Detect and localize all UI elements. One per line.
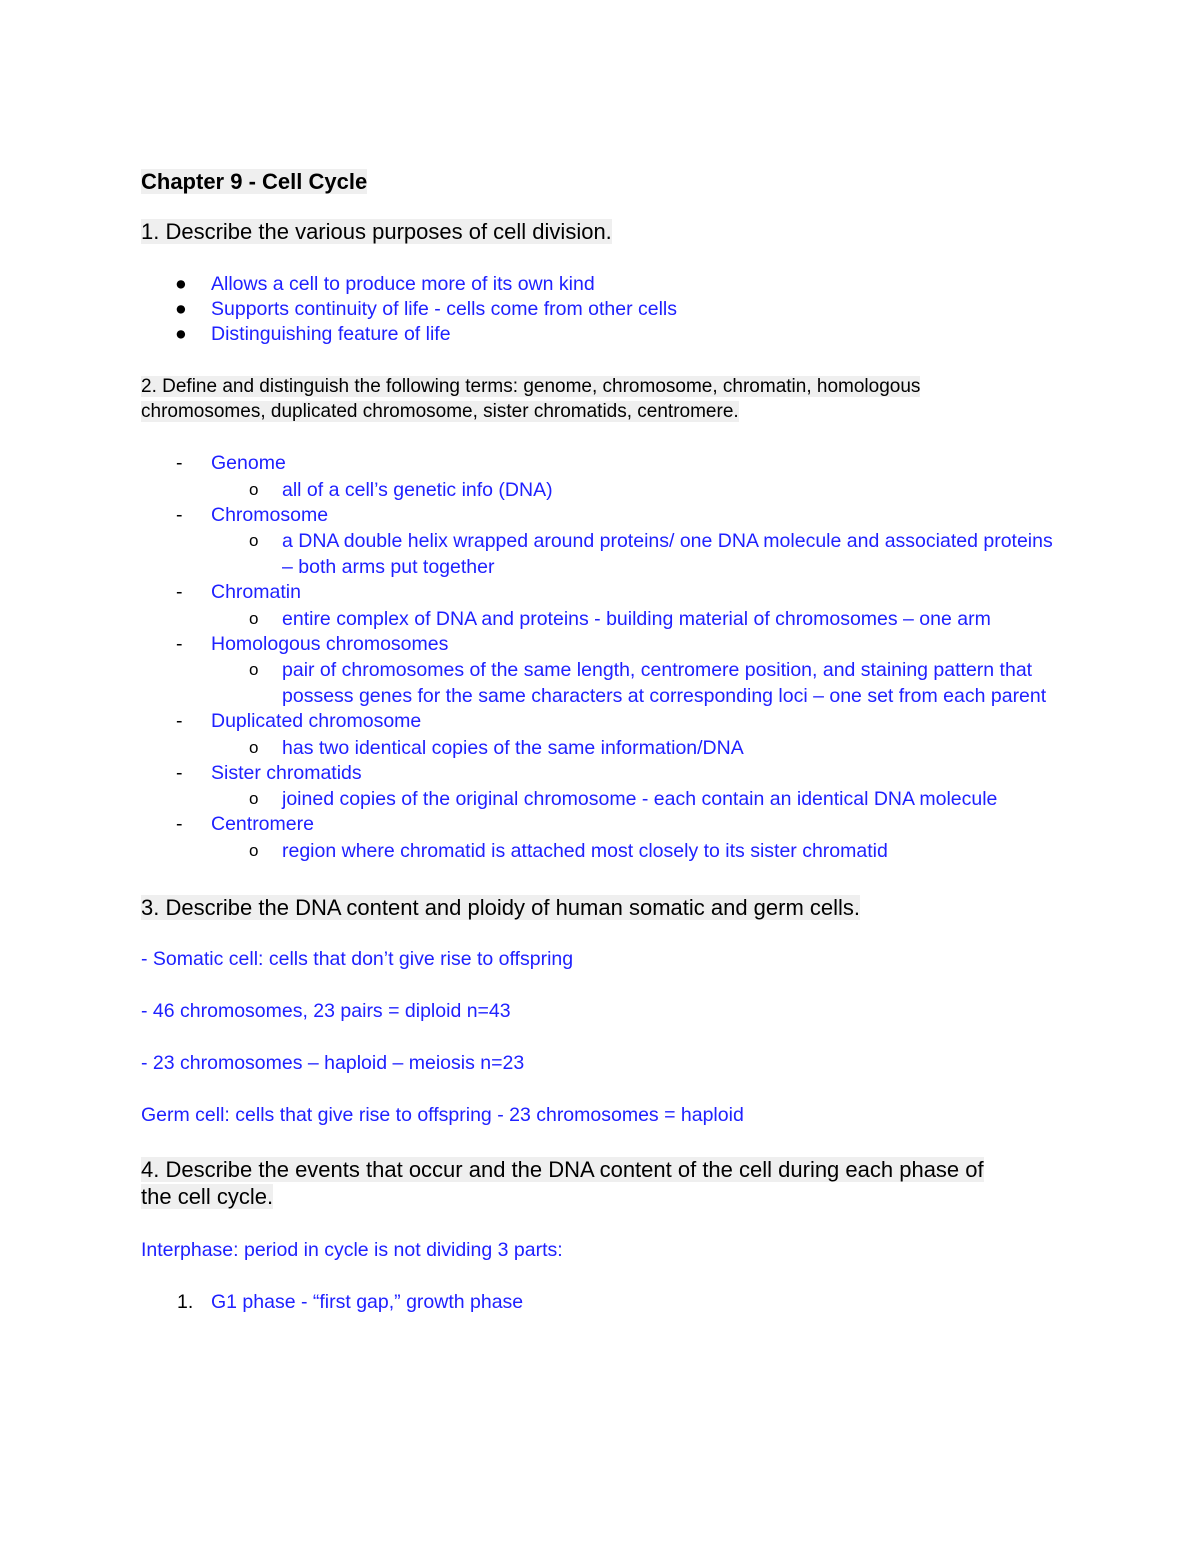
term-item	[141, 580, 1061, 632]
circle-bullet-icon: o	[249, 479, 259, 499]
list-number: 1.	[177, 1290, 194, 1313]
term-label: Centromere	[211, 813, 314, 835]
bullet-icon: ●	[175, 323, 187, 345]
term-label: Chromosome	[211, 503, 329, 526]
dash-marker: -	[176, 581, 183, 603]
q3-answer-diploid: - 46 chromosomes, 23 pairs = diploid n=43	[141, 999, 511, 1022]
dash-marker: -	[176, 710, 183, 732]
dash-marker: -	[176, 632, 183, 655]
chapter-title: Chapter 9 - Cell Cycle	[141, 169, 368, 194]
term-item	[141, 503, 1061, 581]
list-item: ● Allows a cell to produce more of its own kind	[175, 273, 595, 295]
term-label: Chromatin	[211, 581, 301, 603]
list-item: ● Distinguishing feature of life	[175, 323, 451, 345]
circle-bullet-icon: o	[249, 789, 259, 808]
definition-item: o joined copies of the original chromosome - each contain an identical DNA molecule	[249, 788, 998, 810]
q3-answer-haploid: - 23 chromosomes – haploid – meiosis n=23	[141, 1051, 525, 1074]
circle-bullet-icon: o	[249, 660, 259, 679]
bullet-icon: ●	[175, 273, 187, 295]
q2-terms-list	[141, 451, 1061, 864]
circle-bullet-icon: o	[249, 531, 259, 550]
interphase-text: Interphase: period in cycle is not dividing 3 parts:	[141, 1238, 563, 1261]
definition-item: o region where chromatid is attached most closely to its sister chromatid	[249, 839, 888, 862]
term-item	[141, 451, 1061, 503]
term-label: Sister chromatids	[211, 761, 362, 784]
term-item	[141, 812, 1061, 864]
term-item	[141, 709, 1061, 761]
definition-item: o has two identical copies of the same information/DNA	[249, 736, 744, 759]
phase-list	[141, 1290, 1061, 1315]
circle-bullet-icon: o	[249, 608, 259, 628]
dash-marker: -	[176, 503, 183, 526]
term-label: Genome	[211, 452, 286, 474]
q3-answer-somatic: - Somatic cell: cells that don’t give rise to offspring	[141, 947, 574, 970]
term-label: Duplicated chromosome	[211, 710, 422, 732]
dash-marker: -	[176, 813, 183, 835]
q1-answer-list	[141, 272, 1061, 347]
question-2: 2. Define and distinguish the following terms: genome, chromosome, chromatin, homologous chromosomes, duplicated chromosome, sister chromatids, centromere.	[141, 376, 921, 422]
list-item: ● Supports continuity of life - cells come from other cells	[175, 298, 678, 320]
q3-answer-germ: Germ cell: cells that give rise to offspring - 23 chromosomes = haploid	[141, 1103, 744, 1126]
definition-item: o entire complex of DNA and proteins - building material of chromosomes – one arm	[249, 607, 991, 630]
term-item	[141, 632, 1061, 710]
document-page	[141, 165, 1061, 1315]
circle-bullet-icon: o	[249, 840, 259, 860]
bullet-icon: ●	[175, 298, 187, 320]
term-item	[141, 761, 1061, 813]
question-1: 1. Describe the various purposes of cell division.	[141, 219, 612, 244]
circle-bullet-icon: o	[249, 737, 259, 757]
dash-marker: -	[176, 761, 183, 784]
term-label: Homologous chromosomes	[211, 632, 449, 655]
definition-item: o a DNA double helix wrapped around proteins/ one DNA molecule and associated proteins – both arms put together	[249, 530, 1053, 578]
question-3: 3. Describe the DNA content and ploidy of human somatic and germ cells.	[141, 894, 861, 920]
definition-item: o pair of chromosomes of the same length, centromere position, and staining pattern that possess genes for the same characters at corresponding loci – one set from each parent	[249, 659, 1047, 707]
dash-marker: -	[176, 452, 183, 474]
definition-item: o all of a cell’s genetic info (DNA)	[249, 478, 553, 501]
question-4: 4. Describe the events that occur and the DNA content of the cell during each phase of the cell cycle.	[141, 1156, 984, 1209]
list-item: 1. G1 phase - “first gap,” growth phase	[177, 1290, 524, 1313]
